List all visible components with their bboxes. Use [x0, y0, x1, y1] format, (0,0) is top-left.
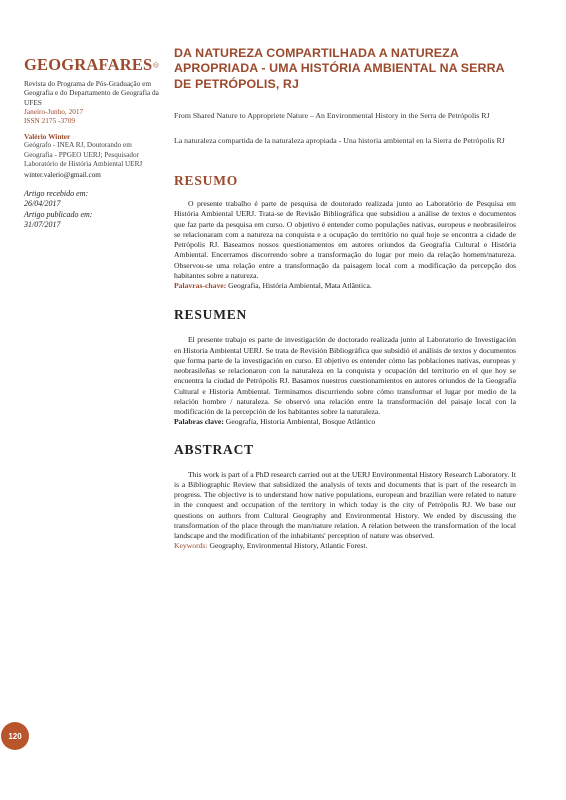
resumo-heading: RESUMO: [174, 173, 239, 189]
author-name: Valério Winter: [24, 132, 71, 142]
globe-icon: [153, 56, 159, 74]
resumo-text: O presente trabalho é parte de pesquisa de doutorado realizada junto ao Laboratório de Pesquisa em História Ambiental UERJ. Trata-se de Revisão Bibliográfica que subsidiou a análise de textos e documentos que faz parte da pesquisa em curso. O objetivo é entender como populações nativas, europeus e neobrasileiros se relacionaram com a natureza na conquista e a ocupação do território no qual hoje se encontra a cidade de Petrópolis RJ. Baseamos nossos questionamentos em autores oriundos da Geografia Cultural e História Ambiental. Encerramos discorrendo sobre a transformação do lugar por meio da relação homem/natureza. Observou-se uma relação entre a transformação da paisagem local com a modificação da percepção dos habitantes sobre a natureza.: [174, 199, 516, 280]
article-title-spanish: La naturaleza compartida de la naturaleza apropiada - Una historia ambiental en la Sierra de Petrópolis RJ: [174, 136, 505, 146]
author-email[interactable]: winter.valerio@gmail.com: [24, 171, 101, 180]
abstract-keywords-value: Geography, Environmental History, Atlantic Forest.: [209, 541, 368, 551]
page-number: 120: [8, 731, 22, 741]
journal-description: Revista do Programa de Pós-Graduação em Geografia e do Departamento de Geografia da UFES: [24, 79, 159, 107]
abstract-text: This work is part of a PhD research carried out at the UERJ Environmental History Research Laboratory. It is a Bibliographic Review that subsidized the analysis of texts and documents that is part of the research in progress. The objective is to understand how native populations, european and brazilian were related to nature in the conquest and occupation of the territory in which today is the city of Petrópolis RJ. We base our questions on authors from Cultural Geography and Environmental History. We ended by discussing the transformation of the place through the man/nature relation. A relation between the transformation of the local landscape and the modification of the inhabitants' perception of nature was observed.: [174, 469, 516, 541]
resumen-keywords-label: Palabras clave:: [174, 417, 224, 427]
author-affiliation: Geógrafo - INEA RJ, Doutorando em Geografia - PPGEO UERJ; Pesquisador Laboratório de História Ambiental UERJ: [24, 141, 143, 168]
published-date: 31/07/2017: [24, 219, 61, 229]
page-number-badge: [1, 722, 29, 750]
resumen-text: El presente trabajo es parte de investigación de doctorado realizada junto al Laboratorio de Investigación en Historia Ambiental UERJ. Se trata de Revisión Bibliográfica que subsidió el análisis de textos y documentos que forma parte de la investigación en curso. El objetivo es entender cómo las poblaciones nativas, europeas y neobrasileñas se relacionaron con la naturaleza en la conquista y ocupación del territorio en el que hoy se encuentra la ciudad de Petrópolis RJ. Basamos nuestros cuestionamientos en autores oriundos de la Geografía Cultural e Historia Ambiental. Terminamos discurriendo sobre cómo transformar el lugar por medio de la relación hombre / naturaleza. Se observó una relación entre la transformación del paisaje local con la modificación de la percepción de los habitantes sobre la naturaleza.: [174, 335, 516, 417]
abstract-keywords: [174, 541, 516, 551]
resumo-keywords: [174, 281, 516, 291]
article-dates: [24, 189, 159, 230]
resumen-heading: RESUMEN: [174, 307, 248, 323]
received-date: 26/04/2017: [24, 199, 61, 209]
resumo-keywords-label: Palavras-chave:: [174, 281, 227, 291]
journal-logo: [24, 55, 159, 75]
article-title: DA NATUREZA COMPARTILHADA A NATUREZA APROPRIADA - UMA HISTÓRIA AMBIENTAL NA SERRA DE PETRÓPOLIS, RJ: [174, 46, 505, 91]
journal-issue: Janeiro-Junho, 2017: [24, 106, 84, 116]
resumen-keywords: [174, 417, 516, 427]
resumo-keywords-value: Geografia, História Ambiental, Mata Atlântica.: [228, 281, 372, 291]
journal-issn: ISSN 2175 -3709: [24, 116, 76, 126]
abstract-heading: ABSTRACT: [174, 441, 254, 457]
logo-text: GEOGRAFARES: [24, 55, 153, 74]
published-label: Artigo publicado em:: [24, 209, 93, 219]
journal-sidebar: [24, 55, 159, 230]
received-label: Artigo recebido em:: [24, 189, 89, 199]
article-main: [174, 46, 516, 552]
abstract-keywords-label: Keywords:: [174, 541, 208, 551]
article-title-english: From Shared Nature to Appropriete Nature – An Environmental History in the Serra de Petrópolis RJ: [174, 111, 490, 121]
resumen-keywords-value: Geografía, Historia Ambiental, Bosque Atlántico: [225, 417, 376, 427]
